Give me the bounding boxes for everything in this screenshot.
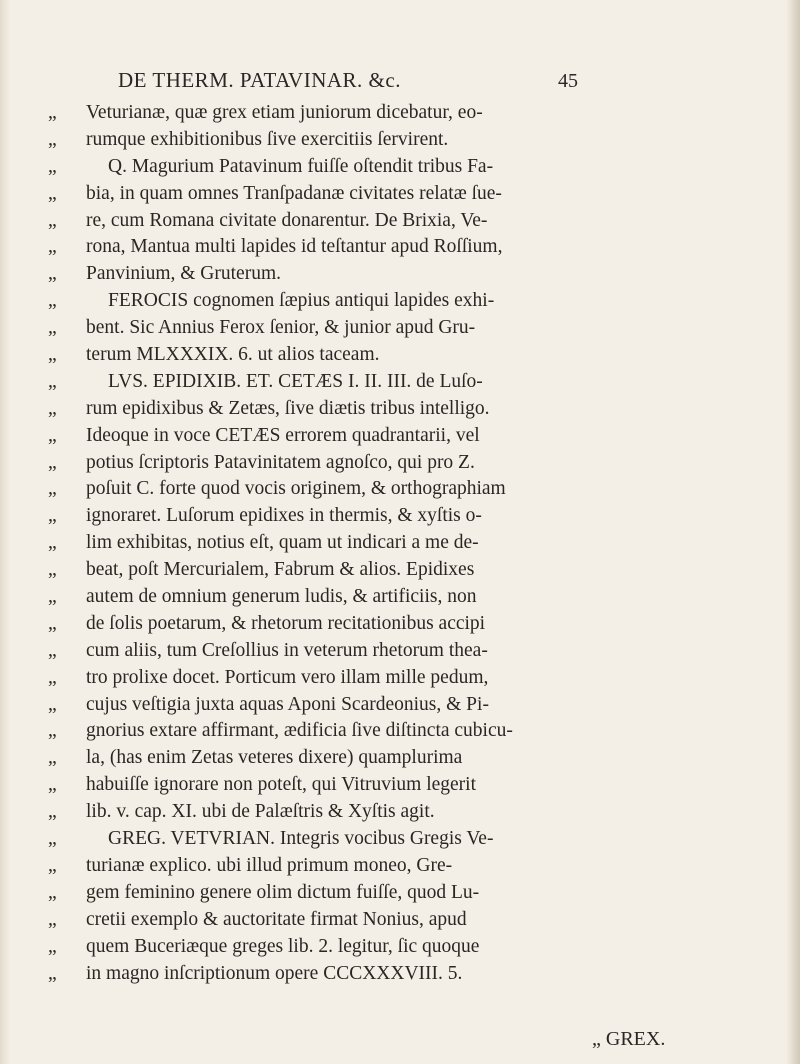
line-text: rum epidixibus & Zetæs, ſive diætis tribus intelligo. [86, 397, 490, 419]
line-text: lim exhibitas, notius eſt, quam ut indicari a me de- [86, 532, 479, 554]
line-text: ignoraret. Luſorum epidixes in thermis, & xyſtis o- [86, 505, 482, 527]
line-text: cujus veſtigia juxta aquas Aponi Scardeonius, & Pi- [86, 693, 489, 715]
quote-mark: „ [48, 774, 57, 796]
text-line [48, 584, 718, 611]
page-gutter-shadow [0, 0, 10, 1064]
line-text: bent. Sic Annius Ferox ſenior, & junior apud Gru- [86, 317, 476, 339]
text-line [48, 638, 718, 665]
line-text: cretii exemplo & auctoritate firmat Nonius, apud [86, 908, 467, 930]
line-text: gnorius extare affirmant, ædificia ſive diſtincta cubicu- [86, 720, 513, 742]
line-text: habuiſſe ignorare non poteſt, qui Vitruvium legerit [86, 774, 477, 796]
line-text: re, cum Romana civitate donarentur. De Brixia, Ve- [86, 209, 488, 231]
line-text: autem de omnium generum ludis, & artificiis, non [86, 586, 477, 608]
quote-mark: „ [48, 451, 57, 473]
text-line [48, 665, 718, 692]
text-line [48, 181, 718, 208]
text-line [48, 234, 718, 261]
text-line [48, 396, 718, 423]
text-line [48, 611, 718, 638]
line-text: LVS. EPIDIXIB. ET. CETÆS I. II. III. de Luſo- [108, 370, 483, 392]
text-line [48, 127, 718, 154]
text-line [48, 100, 718, 127]
quote-mark: „ [48, 854, 57, 876]
quote-mark: „ [48, 586, 57, 608]
page-edge-shadow [786, 0, 800, 1064]
quote-mark: „ [48, 209, 57, 231]
text-line [48, 342, 718, 369]
line-text: beat, poſt Mercurialem, Fabrum & alios. Epidixes [86, 559, 475, 581]
quote-mark: „ [48, 828, 57, 850]
line-text: Ideoque in voce CETÆS errorem quadrantarii, vel [86, 424, 480, 446]
line-text: potius ſcriptoris Patavinitatem agnoſco, qui pro Z. [86, 451, 475, 473]
line-text: tro prolixe docet. Porticum vero illam mille pedum, [86, 666, 489, 688]
quote-mark: „ [48, 639, 57, 661]
line-text: cum aliis, tum Creſollius in veterum rhetorum thea- [86, 639, 488, 661]
text-line [48, 853, 718, 880]
line-text: poſuit C. forte quod vocis originem, & orthographiam [86, 478, 506, 500]
line-text: quem Buceriæque greges lib. 2. legitur, ſic quoque [86, 935, 480, 957]
text-line [48, 315, 718, 342]
text-line [48, 288, 718, 315]
quote-mark: „ [48, 935, 57, 957]
quote-mark: „ [48, 155, 57, 177]
quote-mark: „ [48, 559, 57, 581]
quote-mark: „ [48, 478, 57, 500]
text-line [48, 718, 718, 745]
quote-mark: „ [48, 532, 57, 554]
page-number: 45 [558, 70, 578, 92]
line-text: la, (has enim Zetas veteres dixere) quamplurima [86, 747, 463, 769]
text-line [48, 692, 718, 719]
text-line [48, 934, 718, 961]
text-line [48, 476, 718, 503]
quote-mark: „ [48, 182, 57, 204]
line-text: in magno inſcriptionum opere CCCXXXVIII. 5. [86, 962, 463, 984]
text-line [48, 261, 718, 288]
quote-mark: „ [48, 128, 57, 150]
line-text: terum MLXXXIX. 6. ut alios taceam. [86, 344, 380, 366]
running-head: DE THERM. PATAVINAR. &c. [118, 68, 401, 92]
quote-mark: „ [48, 962, 57, 984]
text-line [48, 154, 718, 181]
quote-mark: „ [48, 908, 57, 930]
line-text: Panvinium, & Gruterum. [86, 263, 281, 285]
text-line [48, 907, 718, 934]
line-text: bia, in quam omnes Tranſpadanæ civitates relatæ ſue- [86, 182, 502, 204]
quote-mark: „ [48, 612, 57, 634]
text-line [48, 503, 718, 530]
text-line [48, 208, 718, 235]
line-text: gem feminino genere olim dictum fuiſſe, quod Lu- [86, 881, 480, 903]
quote-mark: „ [48, 236, 57, 258]
text-line [48, 880, 718, 907]
quote-mark: „ [48, 102, 57, 123]
quote-mark: „ [48, 505, 57, 527]
quote-mark: „ [48, 290, 57, 312]
text-line [48, 772, 718, 799]
line-text: FEROCIS cognomen ſæpius antiqui lapides exhi- [108, 290, 495, 312]
line-text: GREG. VETVRIAN. Integris vocibus Gregis Ve- [108, 828, 494, 850]
catchword: „ GREX. [592, 1028, 666, 1050]
quote-mark: „ [48, 424, 57, 446]
text-line [48, 369, 718, 396]
text-line [48, 423, 718, 450]
line-text: rumque exhibitionibus ſive exercitiis ſervirent. [86, 128, 449, 150]
text-line [48, 799, 718, 826]
line-text: Veturianæ, quæ grex etiam juniorum dicebatur, eo- [86, 102, 483, 123]
text-line [48, 961, 718, 988]
quote-mark: „ [48, 397, 57, 419]
quote-mark: „ [48, 263, 57, 285]
line-text: turianæ explico. ubi illud primum moneo, Gre- [86, 854, 453, 876]
text-line [48, 557, 718, 584]
page-header [118, 68, 598, 98]
line-text: de ſolis poetarum, & rhetorum recitationibus accipi [86, 612, 486, 634]
quote-mark: „ [48, 666, 57, 688]
text-line [48, 450, 718, 477]
text-line [48, 530, 718, 557]
body-text [48, 100, 718, 987]
line-text: Q. Magurium Patavinum fuiſſe oſtendit tribus Fa- [108, 155, 494, 177]
quote-mark: „ [48, 370, 57, 392]
quote-mark: „ [48, 317, 57, 339]
quote-mark: „ [48, 720, 57, 742]
quote-mark: „ [48, 693, 57, 715]
text-line [48, 826, 718, 853]
quote-mark: „ [48, 747, 57, 769]
line-text: lib. v. cap. XI. ubi de Palæſtris & Xyſtis agit. [86, 801, 435, 823]
quote-mark: „ [48, 801, 57, 823]
text-line [48, 745, 718, 772]
line-text: rona, Mantua multi lapides id teſtantur apud Roſſium, [86, 236, 503, 258]
quote-mark: „ [48, 344, 57, 366]
quote-mark: „ [48, 881, 57, 903]
